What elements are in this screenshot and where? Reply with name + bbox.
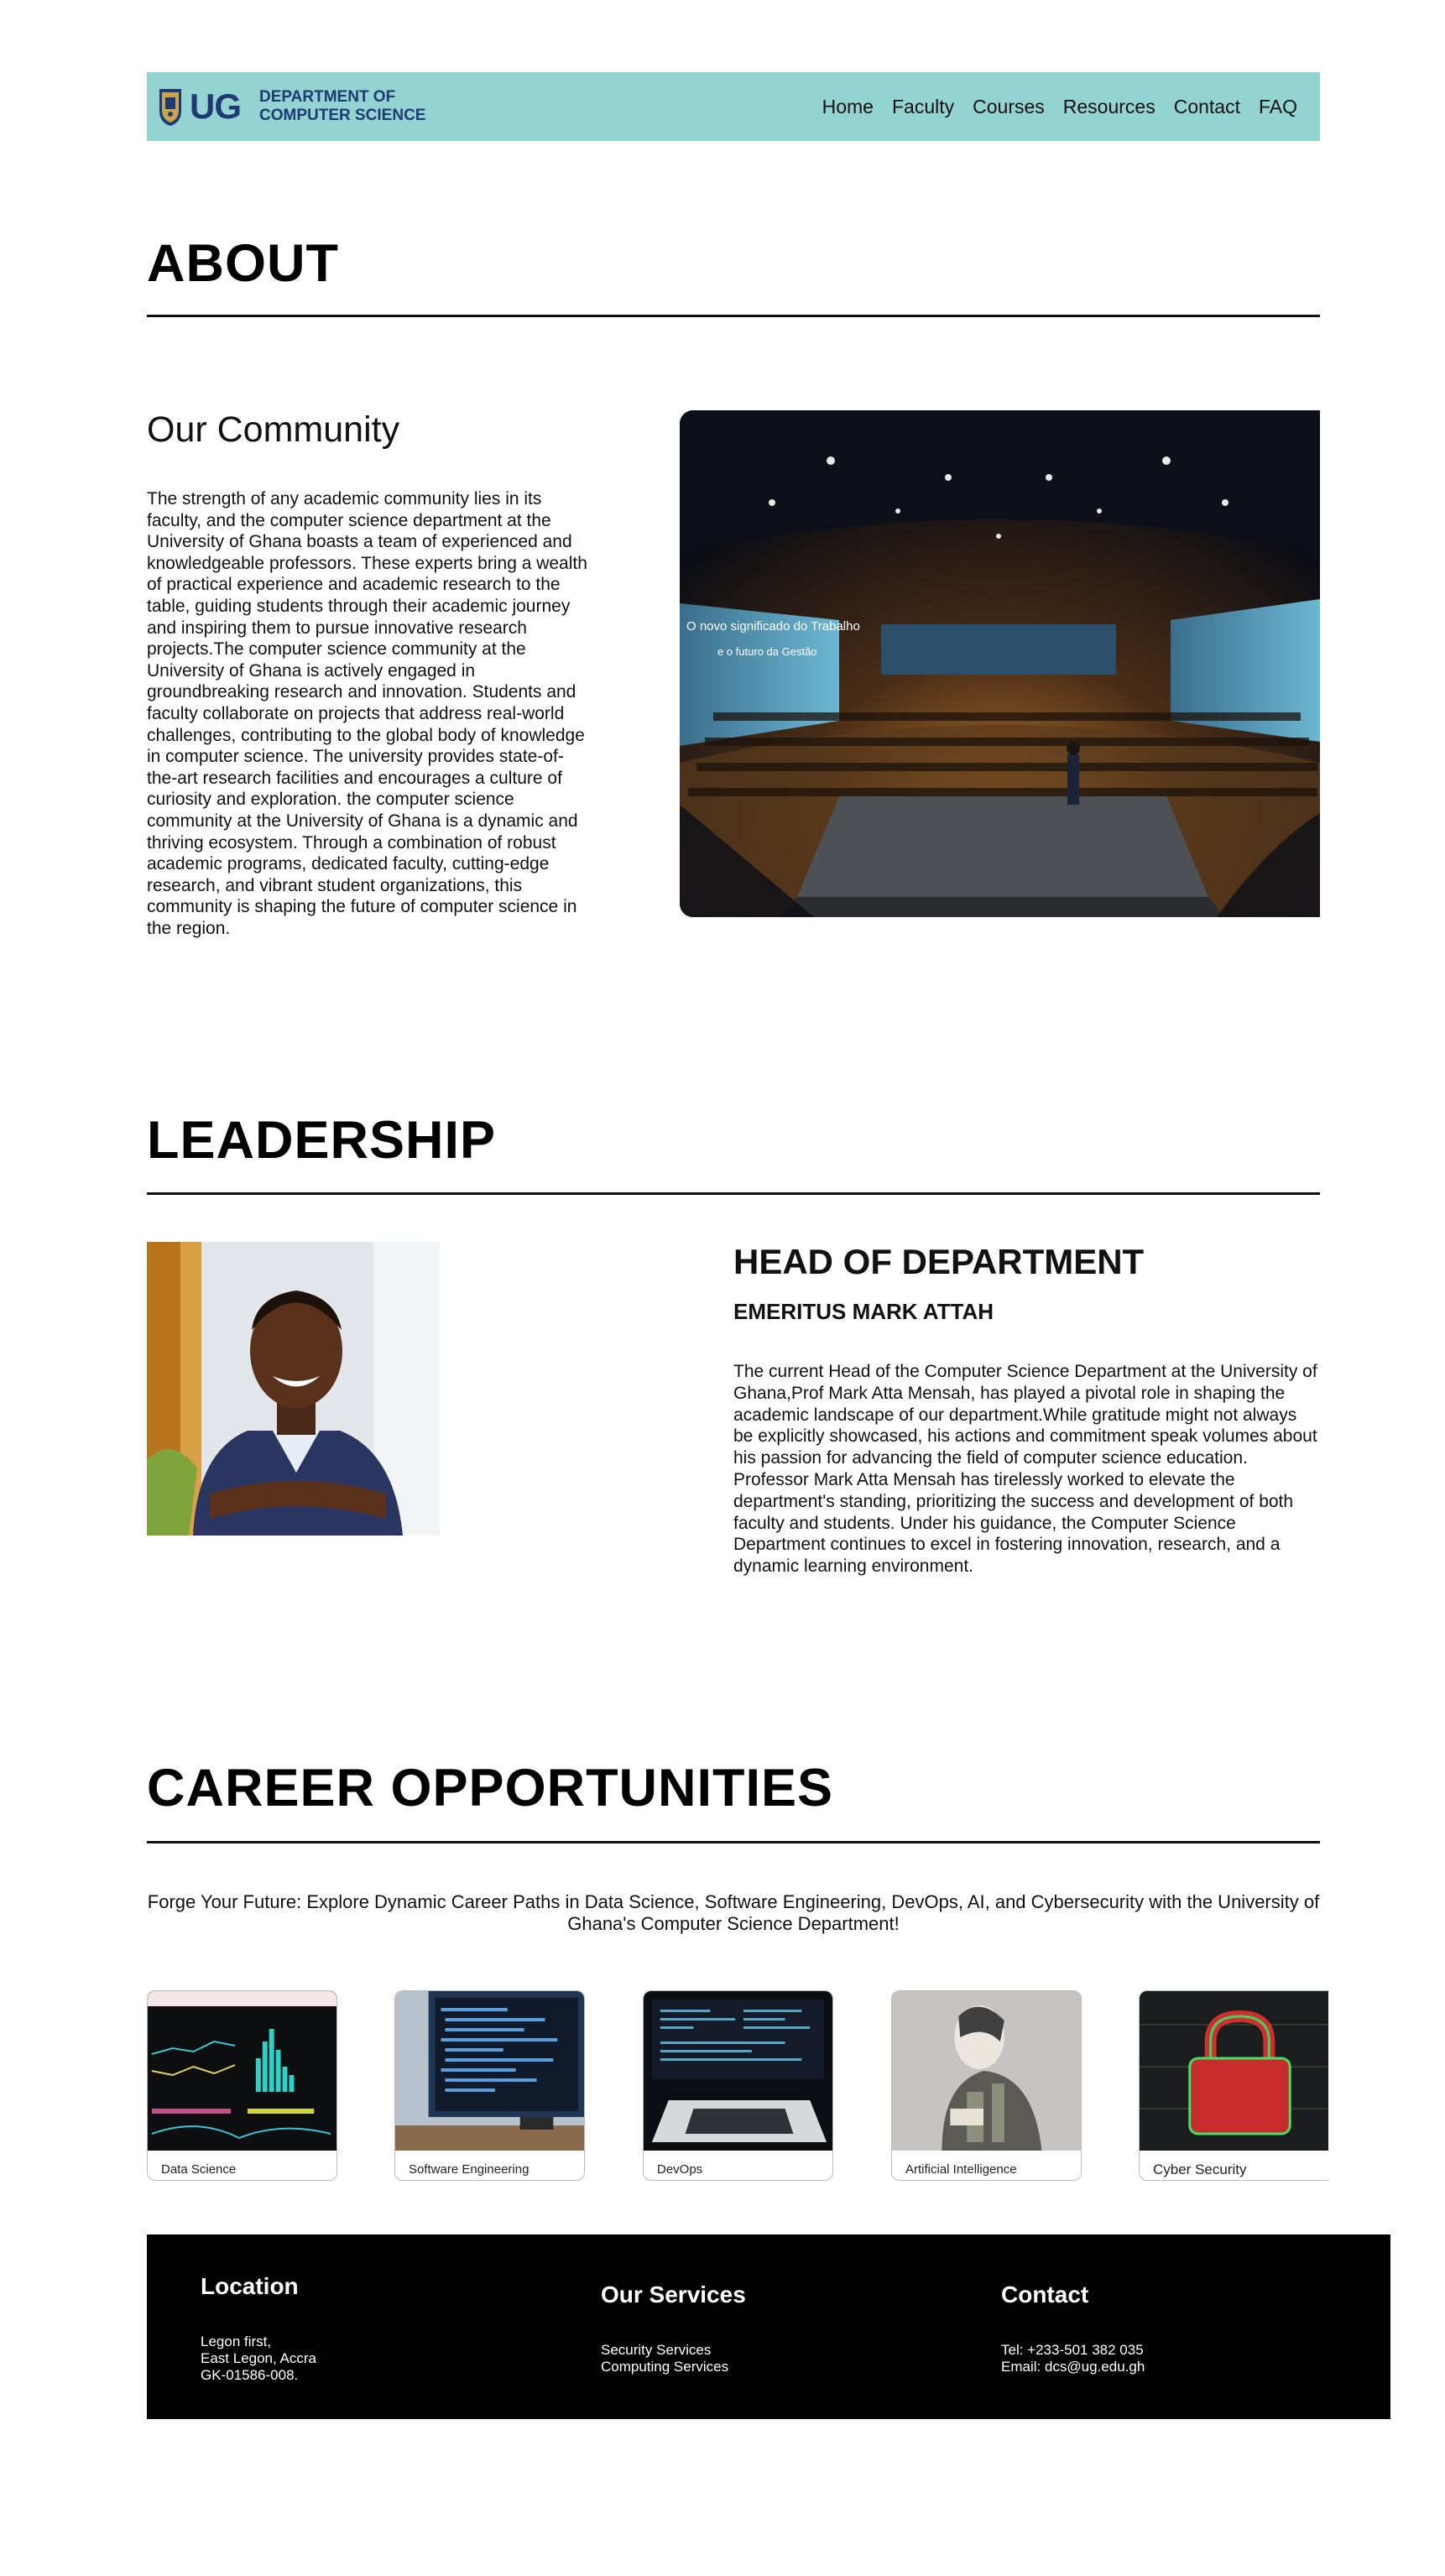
footer-service-link[interactable]: Computing Services [601, 2359, 729, 2375]
nav-home[interactable]: Home [822, 95, 874, 117]
screen-text-1: O novo significado do Trabalho [686, 619, 860, 634]
footer-location [201, 2273, 316, 2384]
community-heading: Our Community [147, 409, 400, 450]
head-of-department-text: The current Head of the Computer Science Department at the University of Ghana,Prof Mark Atta Mensah, has played a pivotal role in shaping the academic landscape of our department.While gratitude might not always be explicitly showcased, his actions and commitment speak volumes about his passion for advancing the field of computer science education. Professor Mark Atta Mensah has tirelessly worked to elevate the department's standing, prioritizing the success and development of both faculty and students. Under his guidance, the Computer Science Department continues to excel in fostering innovation, research, and a dynamic learning environment. [733, 1362, 1317, 1577]
nav-faculty[interactable]: Faculty [891, 95, 955, 117]
leadership-divider [147, 1192, 1320, 1195]
footer-location-line: Legon first, [201, 2334, 272, 2349]
footer-services [601, 2281, 746, 2375]
career-card-software-engineering[interactable] [394, 1990, 585, 2181]
nav-faq[interactable]: FAQ [1258, 95, 1297, 117]
footer-contact-email[interactable]: Email: dcs@ug.edu.gh [1001, 2359, 1145, 2375]
main-nav [822, 96, 1297, 118]
nav-courses[interactable]: Courses [973, 95, 1045, 117]
career-card-data-science[interactable] [147, 1990, 337, 2181]
career-card-label: Software Engineering [409, 2162, 529, 2177]
career-card-label: DevOps [657, 2162, 703, 2177]
site-logo[interactable] [158, 86, 425, 128]
software-engineering-thumbnail [395, 1991, 584, 2151]
career-card-label: Cyber Security [1153, 2161, 1247, 2177]
footer-location-title: Location [201, 2273, 299, 2299]
footer [147, 2234, 1390, 2419]
career-card-label: Data Science [161, 2162, 237, 2177]
nav-resources[interactable]: Resources [1062, 95, 1155, 117]
leadership-title: LEADERSHIP [147, 1111, 497, 1170]
department-name-line2: COMPUTER SCIENCE [259, 107, 426, 124]
footer-service-link[interactable]: Security Services [601, 2342, 712, 2358]
career-card-devops[interactable] [643, 1990, 833, 2181]
community-text: The strength of any academic community lies in its faculty, and the computer science department at the University of Ghana boasts a team of experienced and knowledgeable professors. These experts bring a wealth of practical experience and academic research to the table, guiding students through their academic journey and inspiring them to pursue innovative research projects.The computer science community at the University of Ghana is actively engaged in groundbreaking research and innovation. Students and faculty collaborate on projects that address real-world challenges, contributing to the global body of knowledge in computer science. The university provides state-of-the-art research facilities and encourages a culture of curiosity and exploration. the computer science community at the University of Ghana is a dynamic and thriving ecosystem. Through a combination of robust academic programs, dedicated faculty, cutting-edge research, and vibrant student organizations, this community is shaping the future of computer science in the region. [147, 489, 587, 938]
footer-contact-phone: Tel: +233-501 382 035 [1001, 2342, 1144, 2358]
head-of-department-title: HEAD OF DEPARTMENT [733, 1242, 1145, 1281]
footer-services-title: Our Services [601, 2281, 746, 2307]
head-of-department-name: EMERITUS MARK ATTAH [733, 1299, 994, 1324]
about-title: ABOUT [147, 234, 339, 293]
university-crest-icon [158, 86, 183, 128]
devops-thumbnail [644, 1991, 832, 2151]
conference-hall-illustration [680, 410, 1320, 917]
department-name-line1: DEPARTMENT OF [259, 88, 396, 106]
footer-location-line: GK-01586-008. [201, 2367, 299, 2383]
careers-divider [147, 1841, 1320, 1843]
about-divider [147, 315, 1320, 317]
footer-contact [1001, 2281, 1145, 2375]
footer-contact-title: Contact [1001, 2281, 1089, 2307]
career-card-label: Artificial Intelligence [905, 2162, 1017, 2177]
navbar [147, 72, 1320, 141]
head-of-department-photo [147, 1242, 440, 1536]
artificial-intelligence-thumbnail [892, 1991, 1081, 2151]
department-name [259, 88, 425, 125]
career-card-cyber-security[interactable] [1139, 1990, 1328, 2181]
data-science-thumbnail [148, 1991, 336, 2151]
footer-location-line: East Legon, Accra [201, 2350, 316, 2366]
careers-title: CAREER OPPORTUNITIES [147, 1759, 834, 1817]
screen-text-2: e o futuro da Gestão [717, 645, 817, 658]
career-card-artificial-intelligence[interactable] [891, 1990, 1082, 2181]
portrait-illustration [147, 1242, 440, 1536]
cyber-security-thumbnail [1140, 1991, 1328, 2151]
conference-hall-image [680, 410, 1320, 917]
logo-ug-text: UG [190, 86, 241, 126]
nav-contact[interactable]: Contact [1173, 95, 1240, 117]
careers-intro: Forge Your Future: Explore Dynamic Career Paths in Data Science, Software Engineering, DevOps, AI, and Cybersecurity with the University of Ghana's Computer Science Department! [147, 1891, 1320, 1934]
